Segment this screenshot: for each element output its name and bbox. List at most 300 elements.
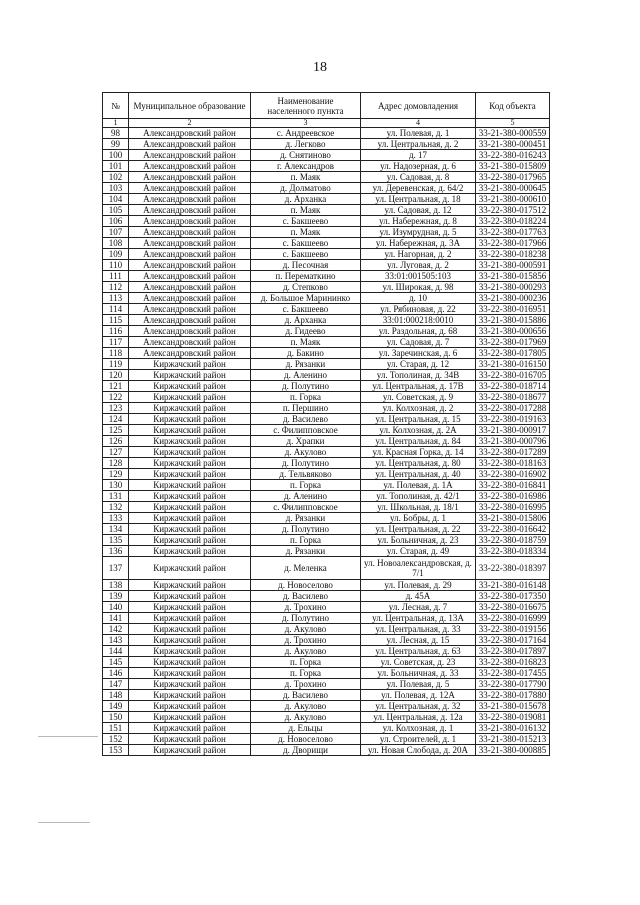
settlement-cell: д. Полутино bbox=[251, 613, 361, 624]
address-cell: д. 10 bbox=[361, 293, 476, 304]
settlement-cell: д. Снятиново bbox=[251, 150, 361, 161]
address-cell: ул. Полевая, д. 12А bbox=[361, 690, 476, 701]
table-row bbox=[103, 403, 550, 414]
object-code-cell: 33-22-380-018334 bbox=[476, 546, 550, 557]
row-number: 113 bbox=[103, 293, 129, 304]
object-code-cell: 33-22-380-016841 bbox=[476, 480, 550, 491]
settlement-cell: д. Тельвяково bbox=[251, 469, 361, 480]
object-code-cell: 33-22-380-018224 bbox=[476, 216, 550, 227]
row-number: 144 bbox=[103, 646, 129, 657]
settlement-cell: д. Бакино bbox=[251, 348, 361, 359]
settlement-cell: д. Акулово bbox=[251, 646, 361, 657]
address-cell: ул. Колхозная, д. 2А bbox=[361, 425, 476, 436]
object-code-cell: 33-21-380-000796 bbox=[476, 436, 550, 447]
table-row bbox=[103, 436, 550, 447]
row-number: 102 bbox=[103, 172, 129, 183]
address-cell: ул. Старая, д. 49 bbox=[361, 546, 476, 557]
object-code-cell: 33-22-380-018238 bbox=[476, 249, 550, 260]
object-code-cell: 33-21-380-015856 bbox=[476, 271, 550, 282]
table-row bbox=[103, 161, 550, 172]
municipality-cell: Киржачский район bbox=[129, 414, 251, 425]
table-row bbox=[103, 348, 550, 359]
municipality-cell: Киржачский район bbox=[129, 546, 251, 557]
municipality-cell: Киржачский район bbox=[129, 668, 251, 679]
object-code-cell: 33-22-380-017512 bbox=[476, 205, 550, 216]
address-cell: ул. Больничная, д. 33 bbox=[361, 668, 476, 679]
row-number: 116 bbox=[103, 326, 129, 337]
object-code-cell: 33-22-380-016243 bbox=[476, 150, 550, 161]
row-number: 127 bbox=[103, 447, 129, 458]
settlement-cell: с. Филипповское bbox=[251, 502, 361, 513]
object-code-cell: 33-21-380-016150 bbox=[476, 359, 550, 370]
settlement-cell: д. Полутино bbox=[251, 381, 361, 392]
object-code-cell: 33-21-380-000610 bbox=[476, 194, 550, 205]
table-row bbox=[103, 238, 550, 249]
address-cell: ул. Полевая, д. 5 bbox=[361, 679, 476, 690]
settlement-cell: д. Акулово bbox=[251, 624, 361, 635]
municipality-cell: Александровский район bbox=[129, 271, 251, 282]
settlement-cell: с. Бакшеево bbox=[251, 238, 361, 249]
settlement-cell: п. Першино bbox=[251, 403, 361, 414]
table-row bbox=[103, 734, 550, 745]
municipality-cell: Киржачский район bbox=[129, 580, 251, 591]
municipality-cell: Александровский район bbox=[129, 249, 251, 260]
column-number: 3 bbox=[251, 119, 361, 128]
municipality-cell: Александровский район bbox=[129, 293, 251, 304]
settlement-cell: п. Горка bbox=[251, 535, 361, 546]
municipality-cell: Киржачский район bbox=[129, 712, 251, 723]
municipality-cell: Александровский район bbox=[129, 139, 251, 150]
row-number: 99 bbox=[103, 139, 129, 150]
table-row bbox=[103, 326, 550, 337]
row-number: 119 bbox=[103, 359, 129, 370]
table-row bbox=[103, 469, 550, 480]
row-number: 148 bbox=[103, 690, 129, 701]
object-code-cell: 33-22-380-018714 bbox=[476, 381, 550, 392]
table-row bbox=[103, 392, 550, 403]
table-row bbox=[103, 183, 550, 194]
object-code-cell: 33-21-380-015886 bbox=[476, 315, 550, 326]
municipality-cell: Киржачский район bbox=[129, 734, 251, 745]
table-row bbox=[103, 172, 550, 183]
row-number: 135 bbox=[103, 535, 129, 546]
header-number: № bbox=[103, 93, 129, 119]
address-cell: ул. Деревенская, д. 64/2 bbox=[361, 183, 476, 194]
address-cell: ул. Центральная, д. 2 bbox=[361, 139, 476, 150]
table-row bbox=[103, 216, 550, 227]
table-row bbox=[103, 359, 550, 370]
object-code-cell: 33-22-380-017969 bbox=[476, 337, 550, 348]
settlement-cell: п. Горка bbox=[251, 668, 361, 679]
address-cell: ул. Центральная, д. 32 bbox=[361, 701, 476, 712]
object-code-cell: 33-21-380-000591 bbox=[476, 260, 550, 271]
municipality-cell: Киржачский район bbox=[129, 513, 251, 524]
municipality-cell: Киржачский район bbox=[129, 701, 251, 712]
row-number: 130 bbox=[103, 480, 129, 491]
municipality-cell: Киржачский район bbox=[129, 381, 251, 392]
row-number: 105 bbox=[103, 205, 129, 216]
object-code-cell: 33-22-380-017966 bbox=[476, 238, 550, 249]
settlement-cell: д. Новоселово bbox=[251, 734, 361, 745]
row-number: 143 bbox=[103, 635, 129, 646]
row-number: 150 bbox=[103, 712, 129, 723]
object-code-cell: 33-22-380-018163 bbox=[476, 458, 550, 469]
row-number: 118 bbox=[103, 348, 129, 359]
object-code-cell: 33-21-380-016148 bbox=[476, 580, 550, 591]
municipality-cell: Александровский район bbox=[129, 172, 251, 183]
municipality-cell: Киржачский район bbox=[129, 524, 251, 535]
municipality-cell: Александровский район bbox=[129, 304, 251, 315]
object-code-cell: 33-21-380-000885 bbox=[476, 745, 550, 756]
address-cell: ул. Заречинская, д. 6 bbox=[361, 348, 476, 359]
table-row bbox=[103, 282, 550, 293]
address-cell: ул. Старая, д. 12 bbox=[361, 359, 476, 370]
table-row bbox=[103, 260, 550, 271]
settlement-cell: п. Горка bbox=[251, 657, 361, 668]
row-number: 123 bbox=[103, 403, 129, 414]
address-cell: ул. Набережная, д. 8 bbox=[361, 216, 476, 227]
address-cell: ул. Надозерная, д. 6 bbox=[361, 161, 476, 172]
settlement-cell: п. Маяк bbox=[251, 337, 361, 348]
object-code-cell: 33-22-380-017288 bbox=[476, 403, 550, 414]
address-cell: ул. Колхозная, д. 2 bbox=[361, 403, 476, 414]
row-number: 149 bbox=[103, 701, 129, 712]
object-code-cell: 33-22-380-016995 bbox=[476, 502, 550, 513]
row-number: 114 bbox=[103, 304, 129, 315]
address-cell: ул. Центральная, д. 12а bbox=[361, 712, 476, 723]
object-code-cell: 33-21-380-000293 bbox=[476, 282, 550, 293]
object-code-cell: 33-22-380-019081 bbox=[476, 712, 550, 723]
table-row bbox=[103, 668, 550, 679]
address-cell: ул. Советская, д. 9 bbox=[361, 392, 476, 403]
table-row bbox=[103, 679, 550, 690]
address-cell: ул. Центральная, д. 63 bbox=[361, 646, 476, 657]
object-code-cell: 33-22-380-018397 bbox=[476, 557, 550, 580]
settlement-cell: п. Маяк bbox=[251, 205, 361, 216]
municipality-cell: Киржачский район bbox=[129, 602, 251, 613]
row-number: 122 bbox=[103, 392, 129, 403]
object-code-cell: 33-21-380-000656 bbox=[476, 326, 550, 337]
object-code-cell: 33-21-380-015809 bbox=[476, 161, 550, 172]
settlement-cell: д. Арханка bbox=[251, 194, 361, 205]
row-number: 112 bbox=[103, 282, 129, 293]
municipality-cell: Киржачский район bbox=[129, 723, 251, 734]
settlement-cell: д. Арханка bbox=[251, 315, 361, 326]
municipality-cell: Александровский район bbox=[129, 216, 251, 227]
table-row bbox=[103, 128, 550, 139]
address-cell: ул. Красная Горка, д. 14 bbox=[361, 447, 476, 458]
municipality-cell: Александровский район bbox=[129, 337, 251, 348]
municipality-cell: Киржачский район bbox=[129, 359, 251, 370]
row-number: 147 bbox=[103, 679, 129, 690]
settlement-cell: д. Рязанки bbox=[251, 546, 361, 557]
table-row bbox=[103, 491, 550, 502]
address-cell: ул. Новая Слобода, д. 20А bbox=[361, 745, 476, 756]
settlement-cell: д. Легково bbox=[251, 139, 361, 150]
row-number: 129 bbox=[103, 469, 129, 480]
address-cell: ул. Бобры, д. 1 bbox=[361, 513, 476, 524]
row-number: 111 bbox=[103, 271, 129, 282]
municipality-cell: Киржачский район bbox=[129, 591, 251, 602]
table-row bbox=[103, 205, 550, 216]
settlement-cell: д. Долматово bbox=[251, 183, 361, 194]
row-number: 146 bbox=[103, 668, 129, 679]
address-cell: 33:01:000218:0010 bbox=[361, 315, 476, 326]
table-header bbox=[103, 93, 550, 128]
municipality-cell: Александровский район bbox=[129, 183, 251, 194]
address-cell: ул. Центральная, д. 18 bbox=[361, 194, 476, 205]
object-code-cell: 33-22-380-016675 bbox=[476, 602, 550, 613]
page-number: 18 bbox=[313, 60, 327, 75]
municipality-cell: Александровский район bbox=[129, 227, 251, 238]
object-code-cell: 33-22-380-016986 bbox=[476, 491, 550, 502]
address-cell: ул. Полевая, д. 1 bbox=[361, 128, 476, 139]
row-number: 152 bbox=[103, 734, 129, 745]
address-cell: ул. Центральная, д. 15 bbox=[361, 414, 476, 425]
settlement-cell: д. Полутино bbox=[251, 524, 361, 535]
settlement-cell: д. Ельцы bbox=[251, 723, 361, 734]
address-cell: ул. Колхозная, д. 1 bbox=[361, 723, 476, 734]
row-number: 133 bbox=[103, 513, 129, 524]
municipality-cell: Александровский район bbox=[129, 205, 251, 216]
row-number: 142 bbox=[103, 624, 129, 635]
header-municipality: Муниципальное образование bbox=[129, 93, 251, 119]
table-body bbox=[103, 128, 550, 756]
row-number: 124 bbox=[103, 414, 129, 425]
address-cell: 33:01:001505:103 bbox=[361, 271, 476, 282]
table-row bbox=[103, 480, 550, 491]
table-row bbox=[103, 370, 550, 381]
settlement-cell: д. Василево bbox=[251, 591, 361, 602]
municipality-cell: Киржачский район bbox=[129, 425, 251, 436]
table-row bbox=[103, 557, 550, 580]
table-row bbox=[103, 745, 550, 756]
table-row bbox=[103, 690, 550, 701]
municipality-cell: Киржачский район bbox=[129, 370, 251, 381]
settlement-cell: д. Аленино bbox=[251, 491, 361, 502]
row-number: 136 bbox=[103, 546, 129, 557]
address-cell: д. 17 bbox=[361, 150, 476, 161]
municipality-cell: Киржачский район bbox=[129, 491, 251, 502]
settlement-cell: д. Песочная bbox=[251, 260, 361, 271]
address-cell: ул. Тополиная, д. 34В bbox=[361, 370, 476, 381]
municipality-cell: Александровский район bbox=[129, 194, 251, 205]
municipality-cell: Киржачский район bbox=[129, 392, 251, 403]
municipality-cell: Киржачский район bbox=[129, 657, 251, 668]
table-row bbox=[103, 580, 550, 591]
object-code-cell: 33-22-380-019156 bbox=[476, 624, 550, 635]
address-cell: ул. Центральная, д. 13А bbox=[361, 613, 476, 624]
row-number: 138 bbox=[103, 580, 129, 591]
address-cell: ул. Центральная, д. 17В bbox=[361, 381, 476, 392]
object-code-cell: 33-22-380-017790 bbox=[476, 679, 550, 690]
address-cell: ул. Центральная, д. 33 bbox=[361, 624, 476, 635]
object-code-cell: 33-22-380-016951 bbox=[476, 304, 550, 315]
settlement-cell: д. Василево bbox=[251, 414, 361, 425]
municipality-cell: Киржачский район bbox=[129, 458, 251, 469]
row-number: 98 bbox=[103, 128, 129, 139]
settlement-cell: с. Бакшеево bbox=[251, 304, 361, 315]
row-number: 100 bbox=[103, 150, 129, 161]
municipality-cell: Киржачский район bbox=[129, 624, 251, 635]
table-row bbox=[103, 139, 550, 150]
address-cell: д. 45А bbox=[361, 591, 476, 602]
row-number: 108 bbox=[103, 238, 129, 249]
table-row bbox=[103, 315, 550, 326]
object-code-cell: 33-21-380-000559 bbox=[476, 128, 550, 139]
municipality-cell: Киржачский район bbox=[129, 535, 251, 546]
settlement-cell: д. Акулово bbox=[251, 447, 361, 458]
row-number: 139 bbox=[103, 591, 129, 602]
object-code-cell: 33-22-380-017805 bbox=[476, 348, 550, 359]
address-cell: ул. Строителей, д. 1 bbox=[361, 734, 476, 745]
address-cell: ул. Лесная, д. 15 bbox=[361, 635, 476, 646]
row-number: 141 bbox=[103, 613, 129, 624]
municipality-cell: Киржачский район bbox=[129, 646, 251, 657]
settlement-cell: д. Меленка bbox=[251, 557, 361, 580]
object-code-cell: 33-22-380-016705 bbox=[476, 370, 550, 381]
settlement-cell: с. Бакшеево bbox=[251, 249, 361, 260]
table-row bbox=[103, 271, 550, 282]
object-code-cell: 33-22-380-016642 bbox=[476, 524, 550, 535]
table-row bbox=[103, 701, 550, 712]
settlement-cell: д. Новоселово bbox=[251, 580, 361, 591]
address-cell: ул. Центральная, д. 84 bbox=[361, 436, 476, 447]
object-code-cell: 33-22-380-017965 bbox=[476, 172, 550, 183]
row-number: 109 bbox=[103, 249, 129, 260]
margin-rule bbox=[38, 822, 90, 823]
municipality-cell: Киржачский район bbox=[129, 679, 251, 690]
row-number: 106 bbox=[103, 216, 129, 227]
settlement-cell: д. Степково bbox=[251, 282, 361, 293]
settlement-cell: п. Маяк bbox=[251, 172, 361, 183]
object-code-cell: 33-21-380-016132 bbox=[476, 723, 550, 734]
object-code-cell: 33-22-380-017763 bbox=[476, 227, 550, 238]
object-code-cell: 33-22-380-018759 bbox=[476, 535, 550, 546]
table-row bbox=[103, 546, 550, 557]
object-code-cell: 33-22-380-017897 bbox=[476, 646, 550, 657]
header-settlement: Наименование населенного пункта bbox=[251, 93, 361, 119]
table-row bbox=[103, 646, 550, 657]
row-number: 128 bbox=[103, 458, 129, 469]
table-row bbox=[103, 502, 550, 513]
settlement-cell: п. Перематкино bbox=[251, 271, 361, 282]
object-code-cell: 33-22-380-016902 bbox=[476, 469, 550, 480]
header-address: Адрес домовладения bbox=[361, 93, 476, 119]
municipality-cell: Киржачский район bbox=[129, 403, 251, 414]
row-number: 132 bbox=[103, 502, 129, 513]
address-cell: ул. Центральная, д. 80 bbox=[361, 458, 476, 469]
settlement-cell: д. Большое Марининко bbox=[251, 293, 361, 304]
header-row bbox=[103, 93, 550, 119]
table-row bbox=[103, 447, 550, 458]
object-code-cell: 33-21-380-000917 bbox=[476, 425, 550, 436]
municipality-cell: Александровский район bbox=[129, 326, 251, 337]
settlement-cell: д. Василево bbox=[251, 690, 361, 701]
settlement-cell: д. Трохино bbox=[251, 635, 361, 646]
table-row bbox=[103, 381, 550, 392]
object-code-cell: 33-22-380-017164 bbox=[476, 635, 550, 646]
table-row bbox=[103, 602, 550, 613]
table-row bbox=[103, 293, 550, 304]
column-number: 4 bbox=[361, 119, 476, 128]
table-row bbox=[103, 712, 550, 723]
row-number: 121 bbox=[103, 381, 129, 392]
address-cell: ул. Изумрудная, д. 5 bbox=[361, 227, 476, 238]
column-numbers-row bbox=[103, 119, 550, 128]
row-number: 104 bbox=[103, 194, 129, 205]
row-number: 131 bbox=[103, 491, 129, 502]
row-number: 151 bbox=[103, 723, 129, 734]
address-cell: ул. Рябиновая, д. 22 bbox=[361, 304, 476, 315]
object-code-cell: 33-21-380-015806 bbox=[476, 513, 550, 524]
table-row bbox=[103, 635, 550, 646]
column-number: 2 bbox=[129, 119, 251, 128]
row-number: 126 bbox=[103, 436, 129, 447]
address-cell: ул. Набережная, д. 3А bbox=[361, 238, 476, 249]
address-cell: ул. Нагорная, д. 2 bbox=[361, 249, 476, 260]
margin-rule bbox=[38, 736, 98, 737]
row-number: 140 bbox=[103, 602, 129, 613]
settlement-cell: д. Храпки bbox=[251, 436, 361, 447]
settlement-cell: д. Акулово bbox=[251, 701, 361, 712]
table-row bbox=[103, 657, 550, 668]
table-row bbox=[103, 150, 550, 161]
settlement-cell: д. Полутино bbox=[251, 458, 361, 469]
row-number: 134 bbox=[103, 524, 129, 535]
address-cell: ул. Лесная, д. 7 bbox=[361, 602, 476, 613]
object-code-cell: 33-21-380-000645 bbox=[476, 183, 550, 194]
settlement-cell: п. Горка bbox=[251, 392, 361, 403]
table-row bbox=[103, 591, 550, 602]
settlement-cell: г. Александров bbox=[251, 161, 361, 172]
municipality-cell: Киржачский район bbox=[129, 469, 251, 480]
object-code-cell: 33-22-380-016999 bbox=[476, 613, 550, 624]
object-code-cell: 33-22-380-018677 bbox=[476, 392, 550, 403]
row-number: 137 bbox=[103, 557, 129, 580]
table-row bbox=[103, 425, 550, 436]
municipality-cell: Александровский район bbox=[129, 128, 251, 139]
row-number: 125 bbox=[103, 425, 129, 436]
settlement-cell: д. Рязанки bbox=[251, 359, 361, 370]
table-row bbox=[103, 535, 550, 546]
address-cell: ул. Луговая, д. 2 bbox=[361, 260, 476, 271]
settlement-cell: д. Трохино bbox=[251, 602, 361, 613]
municipality-cell: Александровский район bbox=[129, 348, 251, 359]
settlement-cell: с. Филипповское bbox=[251, 425, 361, 436]
municipality-cell: Киржачский район bbox=[129, 690, 251, 701]
row-number: 145 bbox=[103, 657, 129, 668]
table-row bbox=[103, 723, 550, 734]
object-code-cell: 33-21-380-015678 bbox=[476, 701, 550, 712]
address-cell: ул. Центральная, д. 22 bbox=[361, 524, 476, 535]
address-cell: ул. Советская, д. 23 bbox=[361, 657, 476, 668]
row-number: 117 bbox=[103, 337, 129, 348]
row-number: 107 bbox=[103, 227, 129, 238]
object-code-cell: 33-22-380-017350 bbox=[476, 591, 550, 602]
municipality-cell: Киржачский район bbox=[129, 635, 251, 646]
settlement-cell: с. Бакшеево bbox=[251, 216, 361, 227]
municipality-cell: Александровский район bbox=[129, 260, 251, 271]
address-cell: ул. Больничная, д. 23 bbox=[361, 535, 476, 546]
municipality-cell: Киржачский район bbox=[129, 436, 251, 447]
row-number: 103 bbox=[103, 183, 129, 194]
address-cell: ул. Центральная, д. 40 bbox=[361, 469, 476, 480]
municipality-cell: Киржачский район bbox=[129, 613, 251, 624]
address-cell: ул. Полевая, д. 1А bbox=[361, 480, 476, 491]
table-row bbox=[103, 249, 550, 260]
row-number: 115 bbox=[103, 315, 129, 326]
